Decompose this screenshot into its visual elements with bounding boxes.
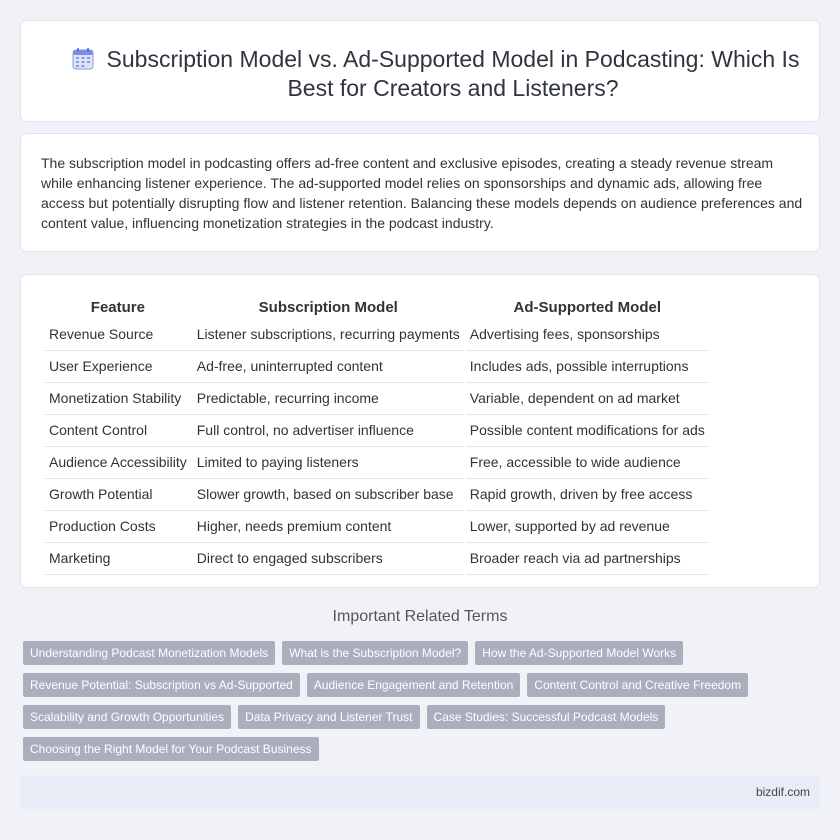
tag-row xyxy=(23,641,823,665)
table-cell: Limited to paying listeners xyxy=(193,447,464,479)
tag-link[interactable]: Scalability and Growth Opportunities xyxy=(23,705,231,729)
page-title: Subscription Model vs. Ad-Supported Model in Podcasting: Which Is Best for Creators and Listeners? xyxy=(106,46,800,101)
tag-link[interactable]: Data Privacy and Listener Trust xyxy=(238,705,419,729)
comparison-table xyxy=(43,297,711,575)
table-header-row xyxy=(45,297,709,319)
table-cell: Slower growth, based on subscriber base xyxy=(193,479,464,511)
table-cell: Possible content modifications for ads xyxy=(466,415,709,447)
table-cell: Content Control xyxy=(45,415,191,447)
intro-card xyxy=(20,133,820,252)
table-cell: Revenue Source xyxy=(45,319,191,351)
tag-link[interactable]: Audience Engagement and Retention xyxy=(307,673,520,697)
tag-link[interactable]: Choosing the Right Model for Your Podcast Business xyxy=(23,737,319,761)
table-cell: Advertising fees, sponsorships xyxy=(466,319,709,351)
comparison-card xyxy=(20,274,820,588)
table-row xyxy=(45,479,709,511)
title-card xyxy=(20,20,820,122)
tag-link[interactable]: Understanding Podcast Monetization Models xyxy=(23,641,275,665)
tag-row xyxy=(23,737,823,761)
table-row xyxy=(45,543,709,575)
tag-link[interactable]: How the Ad-Supported Model Works xyxy=(475,641,683,665)
table-cell: Production Costs xyxy=(45,511,191,543)
table-row xyxy=(45,351,709,383)
table-cell: Broader reach via ad partnerships xyxy=(466,543,709,575)
tag-row xyxy=(23,705,823,729)
table-cell: Direct to engaged subscribers xyxy=(193,543,464,575)
tag-link[interactable]: Revenue Potential: Subscription vs Ad-Supported xyxy=(23,673,300,697)
table-cell: Growth Potential xyxy=(45,479,191,511)
column-header-ad-supported: Ad-Supported Model xyxy=(513,299,662,316)
table-cell: Listener subscriptions, recurring payments xyxy=(193,319,464,351)
column-header-feature: Feature xyxy=(90,299,145,316)
table-cell: Higher, needs premium content xyxy=(193,511,464,543)
table-row xyxy=(45,415,709,447)
table-row xyxy=(45,319,709,351)
table-cell: User Experience xyxy=(45,351,191,383)
table-cell: Marketing xyxy=(45,543,191,575)
calendar-icon xyxy=(71,47,95,71)
table-cell: Variable, dependent on ad market xyxy=(466,383,709,415)
footer xyxy=(20,776,820,809)
table-cell: Lower, supported by ad revenue xyxy=(466,511,709,543)
tag-link[interactable]: What is the Subscription Model? xyxy=(282,641,468,665)
footer-brand-link[interactable]: bizdif.com xyxy=(755,785,810,799)
table-cell: Includes ads, possible interruptions xyxy=(466,351,709,383)
table-cell: Full control, no advertiser influence xyxy=(193,415,464,447)
table-cell: Audience Accessibility xyxy=(45,447,191,479)
table-cell: Predictable, recurring income xyxy=(193,383,464,415)
table-row xyxy=(45,511,709,543)
tag-link[interactable]: Case Studies: Successful Podcast Models xyxy=(427,705,666,729)
table-row xyxy=(45,447,709,479)
column-header-subscription: Subscription Model xyxy=(258,299,398,316)
table-cell: Free, accessible to wide audience xyxy=(466,447,709,479)
related-terms-tags xyxy=(23,641,823,769)
tag-row xyxy=(23,673,823,697)
tag-link[interactable]: Content Control and Creative Freedom xyxy=(527,673,748,697)
table-cell: Ad-free, uninterrupted content xyxy=(193,351,464,383)
table-row xyxy=(45,383,709,415)
intro-paragraph: The subscription model in podcasting offers ad-free content and exclusive episodes, creating a steady revenue stream while enhancing listener experience. The ad-supported model relies on sponsorships and dynamic ads, allowing free access but potentially disrupting flow and listener retention. Balancing these models depends on audience preferences and content value, influencing monetization strategies in the podcast industry. xyxy=(41,155,803,231)
table-cell: Monetization Stability xyxy=(45,383,191,415)
related-terms-heading: Important Related Terms xyxy=(332,608,508,625)
table-cell: Rapid growth, driven by free access xyxy=(466,479,709,511)
